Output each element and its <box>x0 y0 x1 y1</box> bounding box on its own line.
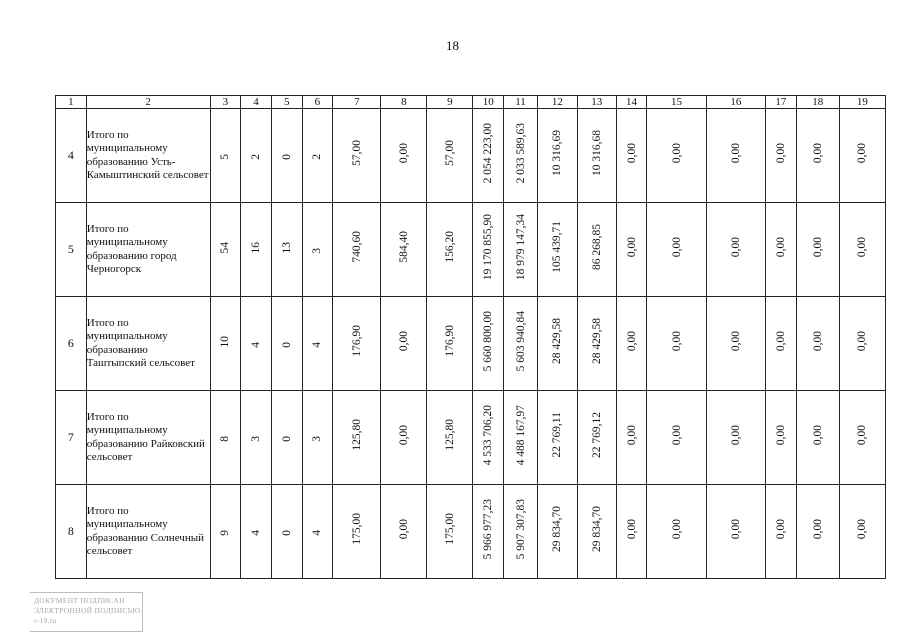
row-number: 7 <box>56 391 87 485</box>
column-header: 9 <box>427 96 473 109</box>
value-text: 0,00 <box>670 330 683 352</box>
table-row <box>56 485 886 579</box>
value-cell <box>706 485 765 579</box>
value-cell <box>504 297 538 391</box>
value-text: 86 268,85 <box>590 224 603 270</box>
value-cell <box>333 485 381 579</box>
column-header: 5 <box>271 96 302 109</box>
column-header: 7 <box>333 96 381 109</box>
value-text: 4 <box>250 341 263 348</box>
value-cell <box>302 485 333 579</box>
value-cell <box>473 297 504 391</box>
row-number: 4 <box>56 109 87 203</box>
value-cell <box>381 485 427 579</box>
value-text: 19 170 855,90 <box>482 213 495 281</box>
value-cell <box>577 485 616 579</box>
value-text: 3 <box>311 435 324 442</box>
value-text: 0,00 <box>774 142 787 164</box>
column-header: 12 <box>537 96 577 109</box>
value-cell <box>302 297 333 391</box>
column-header: 18 <box>796 96 839 109</box>
value-cell <box>537 391 577 485</box>
table-row <box>56 297 886 391</box>
value-text: 28 429,58 <box>551 318 564 364</box>
value-text: 176,90 <box>443 325 456 357</box>
column-header: 6 <box>302 96 333 109</box>
value-cell <box>241 391 272 485</box>
municipality-name: Итого по муниципальному образованию Солнечный сельсовет <box>86 485 210 579</box>
value-text: 105 439,71 <box>551 221 564 273</box>
value-cell <box>839 297 885 391</box>
value-text: 0,00 <box>729 330 742 352</box>
value-cell <box>427 109 473 203</box>
value-text: 0,00 <box>811 330 824 352</box>
row-number: 5 <box>56 203 87 297</box>
table-row <box>56 109 886 203</box>
value-text: 0,00 <box>729 518 742 540</box>
value-text: 18 979 147,34 <box>514 213 527 281</box>
value-cell <box>647 485 706 579</box>
value-cell <box>616 485 647 579</box>
value-text: 0,00 <box>397 142 410 164</box>
value-cell <box>210 203 241 297</box>
value-cell <box>616 109 647 203</box>
value-text: 125,80 <box>443 419 456 451</box>
value-text: 0,00 <box>811 424 824 446</box>
value-text: 0,00 <box>729 236 742 258</box>
value-cell <box>241 297 272 391</box>
value-cell <box>537 485 577 579</box>
municipality-name: Итого по муниципальному образованию Райковский сельсовет <box>86 391 210 485</box>
column-header: 17 <box>766 96 797 109</box>
column-header: 19 <box>839 96 885 109</box>
column-header: 15 <box>647 96 706 109</box>
value-cell <box>473 391 504 485</box>
value-text: 0,00 <box>625 424 638 446</box>
value-text: 0,00 <box>670 424 683 446</box>
value-cell <box>504 109 538 203</box>
value-text: 0,00 <box>774 236 787 258</box>
value-text: 22 769,11 <box>551 412 564 458</box>
value-cell <box>271 391 302 485</box>
value-text: 0,00 <box>397 424 410 446</box>
value-cell <box>271 109 302 203</box>
row-number: 6 <box>56 297 87 391</box>
value-cell <box>333 391 381 485</box>
value-text: 3 <box>250 435 263 442</box>
value-cell <box>381 109 427 203</box>
value-cell <box>302 109 333 203</box>
value-cell <box>473 109 504 203</box>
value-text: 4 <box>311 341 324 348</box>
value-cell <box>706 203 765 297</box>
column-header: 10 <box>473 96 504 109</box>
value-text: 0,00 <box>625 142 638 164</box>
value-cell <box>647 109 706 203</box>
value-text: 16 <box>250 242 263 254</box>
value-cell <box>381 203 427 297</box>
value-cell <box>839 109 885 203</box>
column-header: 11 <box>504 96 538 109</box>
value-text: 5 660 800,00 <box>482 310 495 372</box>
value-cell <box>537 203 577 297</box>
column-header: 14 <box>616 96 647 109</box>
value-text: 0,00 <box>811 236 824 258</box>
value-cell <box>766 485 797 579</box>
column-header: 3 <box>210 96 241 109</box>
value-cell <box>537 109 577 203</box>
value-cell <box>577 297 616 391</box>
value-text: 125,80 <box>350 419 363 451</box>
value-text: 175,00 <box>443 513 456 545</box>
column-header: 2 <box>86 96 210 109</box>
value-text: 22 769,12 <box>590 412 603 458</box>
stamp-line: ЭЛЕКТРОННОЙ ПОДПИСЬЮ <box>34 606 141 615</box>
value-text: 0,00 <box>625 518 638 540</box>
value-text: 10 316,68 <box>590 130 603 176</box>
value-text: 5 966 977,23 <box>482 498 495 560</box>
value-text: 2 <box>250 153 263 160</box>
column-header: 16 <box>706 96 765 109</box>
value-cell <box>839 485 885 579</box>
value-text: 0,00 <box>729 424 742 446</box>
value-text: 3 <box>311 247 324 254</box>
value-cell <box>241 109 272 203</box>
value-text: 0,00 <box>774 424 787 446</box>
value-text: 0 <box>280 529 293 536</box>
value-cell <box>706 391 765 485</box>
value-text: 0 <box>280 435 293 442</box>
value-text: 0 <box>280 341 293 348</box>
value-text: 54 <box>219 242 232 254</box>
value-text: 0 <box>280 153 293 160</box>
value-text: 0,00 <box>625 330 638 352</box>
municipality-name: Итого по муниципальному образованию Таштыпский сельсовет <box>86 297 210 391</box>
value-cell <box>577 391 616 485</box>
value-cell <box>796 485 839 579</box>
value-cell <box>473 203 504 297</box>
value-cell <box>706 109 765 203</box>
value-text: 4 488 167,97 <box>514 404 527 466</box>
value-text: 0,00 <box>397 518 410 540</box>
value-text: 175,00 <box>350 513 363 545</box>
value-text: 0,00 <box>670 518 683 540</box>
value-cell <box>616 203 647 297</box>
value-text: 2 <box>311 153 324 160</box>
value-text: 5 907 307,83 <box>514 498 527 560</box>
table-body <box>56 109 886 579</box>
value-cell <box>381 391 427 485</box>
value-text: 29 834,70 <box>551 506 564 552</box>
value-cell <box>381 297 427 391</box>
value-text: 0,00 <box>811 142 824 164</box>
value-text: 4 <box>311 529 324 536</box>
column-header: 13 <box>577 96 616 109</box>
value-text: 0,00 <box>774 518 787 540</box>
value-text: 57,00 <box>350 140 363 166</box>
table-row <box>56 203 886 297</box>
value-cell <box>706 297 765 391</box>
value-text: 0,00 <box>811 518 824 540</box>
value-text: 10 <box>219 336 232 348</box>
stamp-line: r-19.ru <box>34 616 57 625</box>
value-text: 0,00 <box>729 142 742 164</box>
column-header: 1 <box>56 96 87 109</box>
value-text: 0,00 <box>670 142 683 164</box>
value-cell <box>241 485 272 579</box>
municipality-name: Итого по муниципальному образованию город Черногорск <box>86 203 210 297</box>
value-cell <box>766 391 797 485</box>
value-cell <box>271 297 302 391</box>
value-cell <box>427 297 473 391</box>
stamp-line: ДОКУМЕНТ ПОДПИСАН <box>34 596 125 605</box>
value-cell <box>766 109 797 203</box>
value-text: 10 316,69 <box>551 130 564 176</box>
value-text: 8 <box>219 435 232 442</box>
value-cell <box>333 203 381 297</box>
value-cell <box>271 485 302 579</box>
value-cell <box>210 297 241 391</box>
value-cell <box>427 391 473 485</box>
value-cell <box>577 109 616 203</box>
value-text: 0,00 <box>625 236 638 258</box>
value-cell <box>839 203 885 297</box>
value-cell <box>616 391 647 485</box>
value-text: 13 <box>280 242 293 254</box>
value-cell <box>796 391 839 485</box>
value-cell <box>537 297 577 391</box>
value-cell <box>839 391 885 485</box>
value-cell <box>616 297 647 391</box>
value-text: 0,00 <box>670 236 683 258</box>
value-text: 0,00 <box>856 142 869 164</box>
value-cell <box>241 203 272 297</box>
value-text: 584,40 <box>397 231 410 263</box>
value-text: 4 <box>250 529 263 536</box>
data-table <box>55 95 886 579</box>
value-cell <box>647 203 706 297</box>
value-text: 9 <box>219 529 232 536</box>
value-cell <box>302 391 333 485</box>
value-cell <box>210 485 241 579</box>
value-text: 5 603 940,84 <box>514 310 527 372</box>
value-text: 0,00 <box>856 330 869 352</box>
column-header: 8 <box>381 96 427 109</box>
value-cell <box>333 297 381 391</box>
table-row <box>56 391 886 485</box>
value-cell <box>647 297 706 391</box>
value-text: 4 533 706,20 <box>482 404 495 466</box>
value-text: 28 429,58 <box>590 318 603 364</box>
value-cell <box>427 485 473 579</box>
column-header: 4 <box>241 96 272 109</box>
value-text: 57,00 <box>443 140 456 166</box>
value-cell <box>647 391 706 485</box>
value-text: 0,00 <box>856 518 869 540</box>
value-text: 0,00 <box>774 330 787 352</box>
value-cell <box>766 297 797 391</box>
value-cell <box>302 203 333 297</box>
value-text: 156,20 <box>443 231 456 263</box>
value-cell <box>210 391 241 485</box>
value-text: 0,00 <box>856 236 869 258</box>
value-cell <box>333 109 381 203</box>
row-number: 8 <box>56 485 87 579</box>
value-cell <box>504 203 538 297</box>
value-cell <box>796 203 839 297</box>
value-text: 2 054 223,00 <box>482 122 495 184</box>
value-cell <box>796 297 839 391</box>
value-cell <box>271 203 302 297</box>
value-text: 0,00 <box>856 424 869 446</box>
value-text: 5 <box>219 153 232 160</box>
value-text: 0,00 <box>397 330 410 352</box>
value-cell <box>766 203 797 297</box>
header-row <box>56 96 886 109</box>
value-text: 29 834,70 <box>590 506 603 552</box>
value-cell <box>473 485 504 579</box>
page-number: 18 <box>446 38 459 53</box>
value-cell <box>427 203 473 297</box>
value-cell <box>210 109 241 203</box>
value-cell <box>577 203 616 297</box>
value-cell <box>504 391 538 485</box>
value-text: 2 033 589,63 <box>514 122 527 184</box>
value-text: 740,60 <box>350 231 363 263</box>
value-cell <box>796 109 839 203</box>
value-cell <box>504 485 538 579</box>
municipality-name: Итого по муниципальному образованию Усть-Камыштинский сельсовет <box>86 109 210 203</box>
signature-stamp <box>30 592 143 632</box>
value-text: 176,90 <box>350 325 363 357</box>
